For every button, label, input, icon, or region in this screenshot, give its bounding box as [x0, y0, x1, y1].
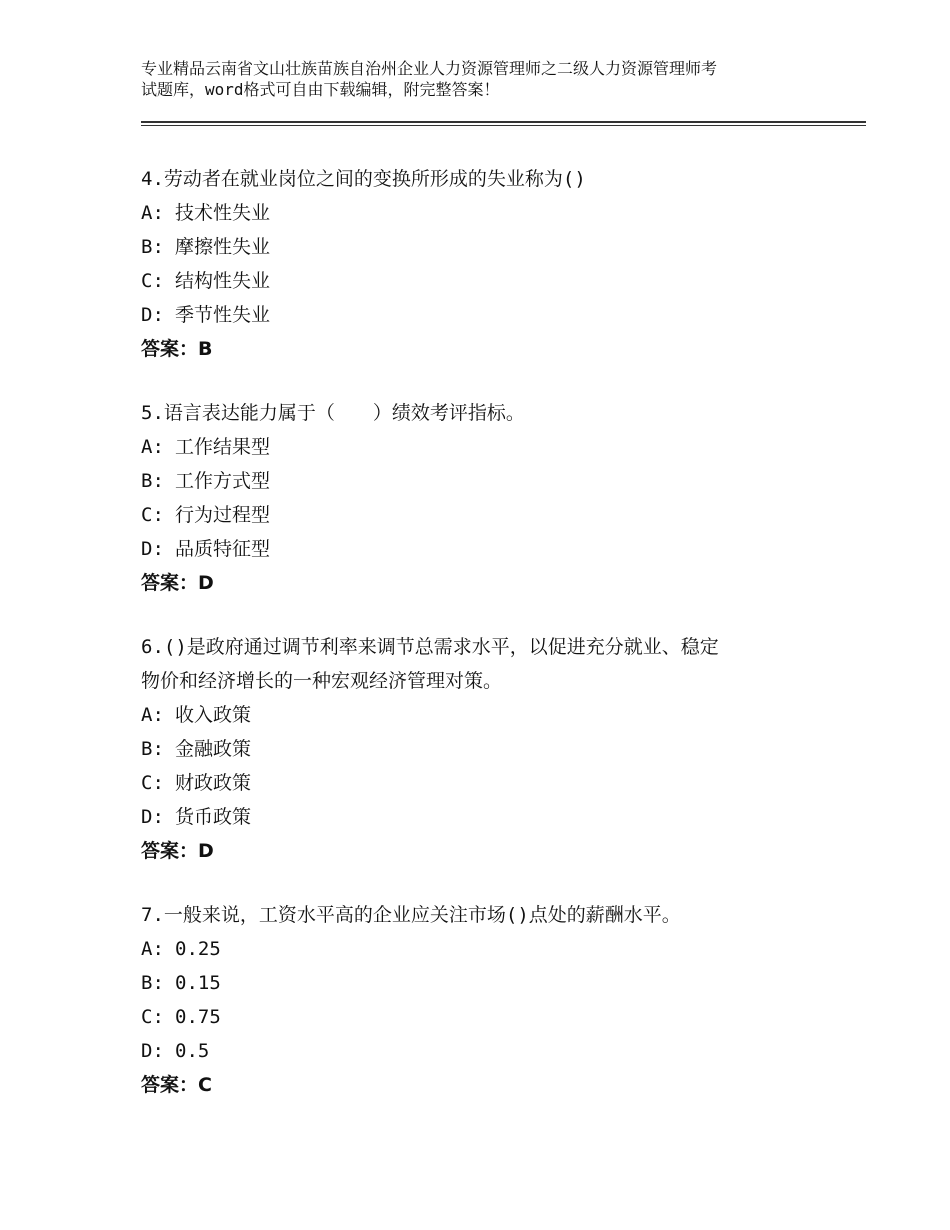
option-letter: D:: [141, 304, 164, 326]
question-list: [141, 162, 841, 1132]
option-text: 财政政策: [175, 772, 252, 794]
option-letter: D:: [141, 538, 164, 560]
option: [141, 498, 841, 532]
option-text: 收入政策: [175, 704, 252, 726]
answer: [141, 1068, 841, 1102]
option-letter: B:: [141, 738, 164, 760]
option: [141, 698, 841, 732]
option-text: 工作结果型: [175, 436, 271, 458]
option: [141, 932, 841, 966]
question-line: 7.一般来说，工资水平高的企业应关注市场()点处的薪酬水平。: [141, 904, 681, 926]
option-text: 技术性失业: [175, 202, 271, 224]
option-letter: D:: [141, 1040, 164, 1062]
header-divider: [141, 125, 866, 126]
option: [141, 1000, 841, 1034]
option: [141, 532, 841, 566]
question-line: 物价和经济增长的一种宏观经济管理对策。: [141, 670, 503, 692]
answer-label: 答案：: [141, 840, 199, 862]
option-letter: C:: [141, 1006, 164, 1028]
answer-label: 答案：: [141, 572, 199, 594]
option-letter: B:: [141, 236, 164, 258]
option-text: 季节性失业: [175, 304, 271, 326]
option-letter: C:: [141, 772, 164, 794]
option-letter: C:: [141, 504, 164, 526]
option-text: 金融政策: [175, 738, 252, 760]
answer: [141, 834, 841, 868]
option-text: 摩擦性失业: [175, 236, 271, 258]
option: [141, 264, 841, 298]
question-text: [141, 898, 841, 932]
question: [141, 898, 841, 1102]
option-text: 行为过程型: [175, 504, 271, 526]
question-text: [141, 630, 841, 698]
answer-value: D: [198, 572, 214, 594]
header-line: 试题库，word格式可自由下载编辑，附完整答案！: [141, 80, 500, 99]
option-text: 0.25: [175, 938, 221, 960]
header-divider: [141, 121, 866, 123]
answer-label: 答案：: [141, 1074, 199, 1096]
document-header: [141, 58, 841, 100]
question-text: [141, 162, 841, 196]
option: [141, 464, 841, 498]
option-letter: A:: [141, 704, 164, 726]
option: [141, 732, 841, 766]
option-text: 0.15: [175, 972, 221, 994]
option: [141, 1034, 841, 1068]
question-line: 4.劳动者在就业岗位之间的变换所形成的失业称为(): [141, 168, 586, 190]
option: [141, 298, 841, 332]
answer: [141, 332, 841, 366]
answer-label: 答案：: [141, 338, 199, 360]
option-letter: D:: [141, 806, 164, 828]
question-line: 6.()是政府通过调节利率来调节总需求水平，以促进充分就业、稳定: [141, 636, 719, 658]
option-text: 工作方式型: [175, 470, 271, 492]
answer: [141, 566, 841, 600]
option-letter: A:: [141, 436, 164, 458]
answer-value: C: [198, 1074, 212, 1096]
question: [141, 396, 841, 600]
option: [141, 196, 841, 230]
option-letter: A:: [141, 938, 164, 960]
option: [141, 766, 841, 800]
option-text: 货币政策: [175, 806, 252, 828]
option-letter: C:: [141, 270, 164, 292]
answer-value: B: [198, 338, 213, 360]
option-letter: B:: [141, 470, 164, 492]
header-line: 专业精品云南省文山壮族苗族自治州企业人力资源管理师之二级人力资源管理师考: [141, 59, 718, 78]
option-letter: B:: [141, 972, 164, 994]
option-text: 0.5: [175, 1040, 210, 1062]
option: [141, 230, 841, 264]
option-text: 品质特征型: [175, 538, 271, 560]
option: [141, 430, 841, 464]
question: [141, 162, 841, 366]
option-letter: A:: [141, 202, 164, 224]
option-text: 0.75: [175, 1006, 221, 1028]
question-line: 5.语言表达能力属于（ ）绩效考评指标。: [141, 402, 525, 424]
option-text: 结构性失业: [175, 270, 271, 292]
option: [141, 800, 841, 834]
answer-value: D: [198, 840, 214, 862]
option: [141, 966, 841, 1000]
question-text: [141, 396, 841, 430]
question: [141, 630, 841, 868]
